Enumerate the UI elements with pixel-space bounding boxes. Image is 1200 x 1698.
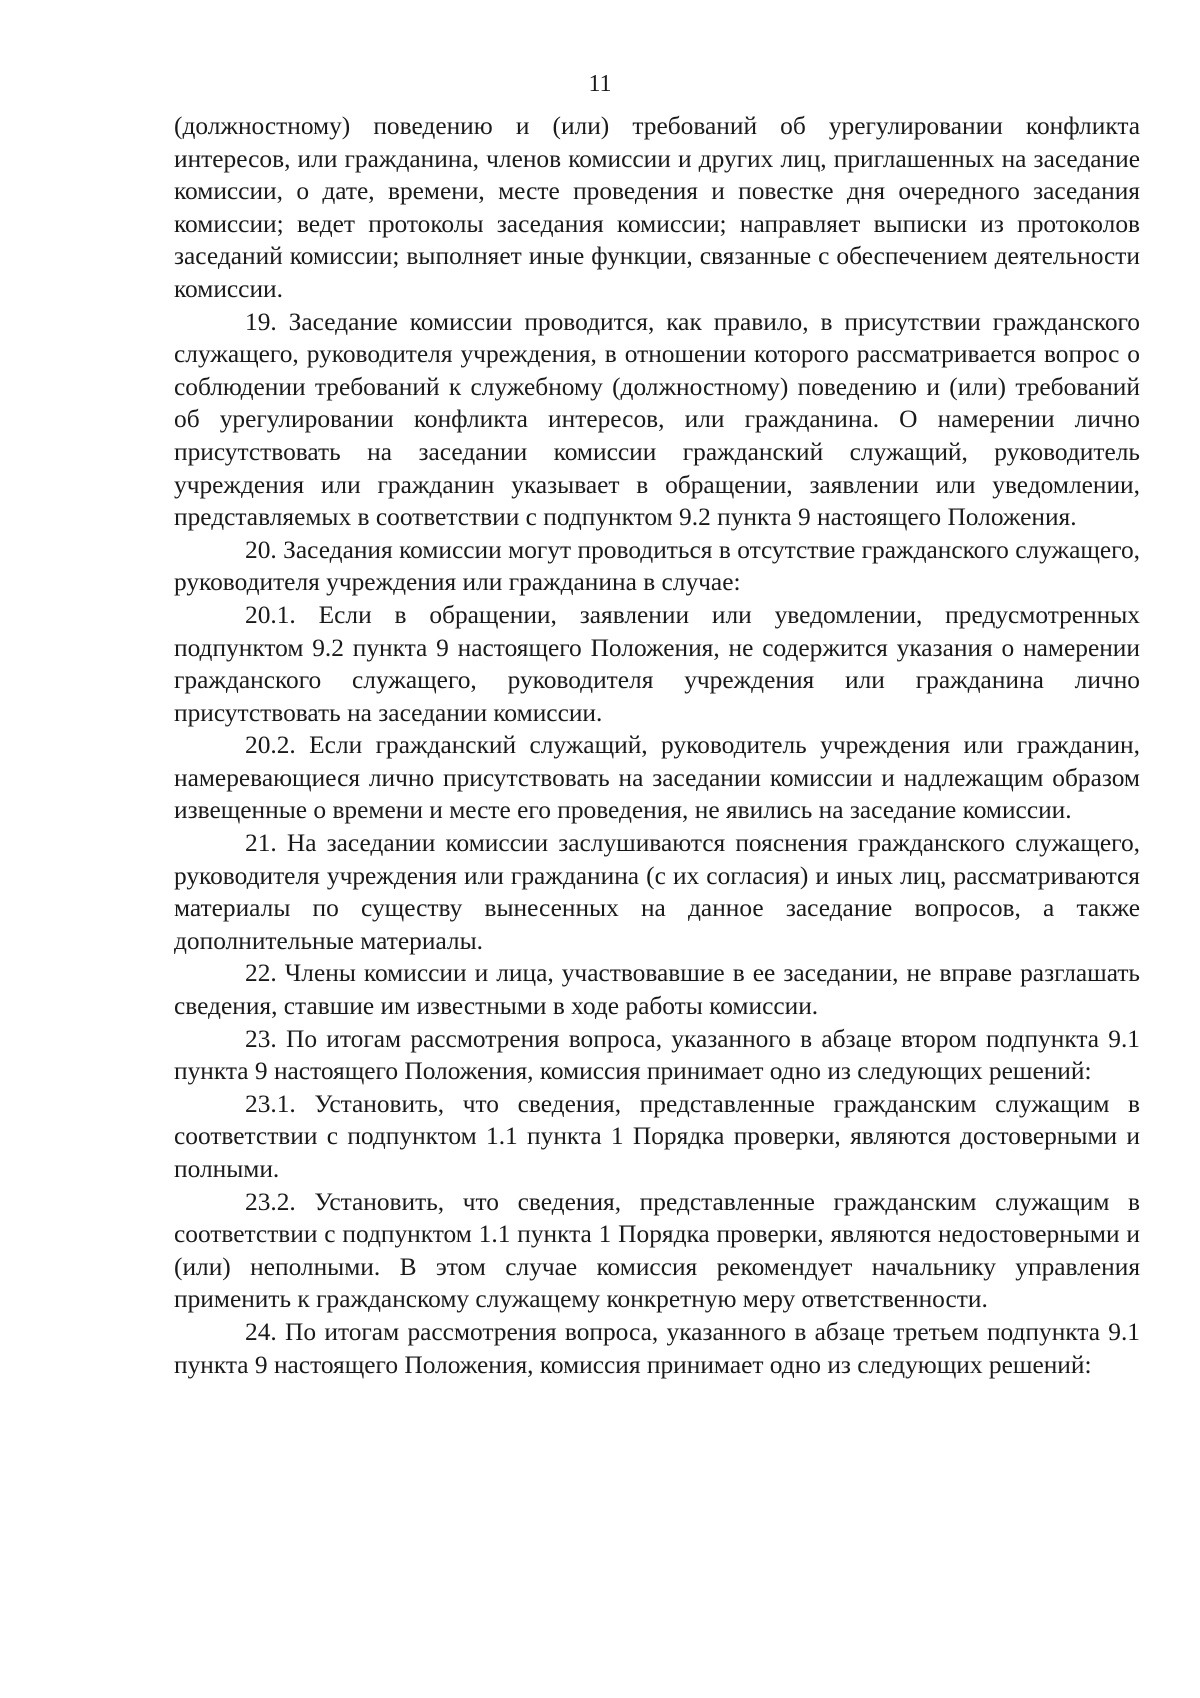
paragraph-continuation: (должностному) поведению и (или) требований об урегулировании конфликта интересов, или гражданина, членов комиссии и других лиц, приглашенных на заседание комиссии, о дате, времени, месте проведения и повестке дня очередного заседания комиссии; ведет протоколы заседания комиссии; направляет выписки из протоколов заседаний комиссии; выполняет иные функции, связанные с обеспечением деятельности комиссии. — [174, 112, 1140, 303]
paragraph-23-1: 23.1. Установить, что сведения, представленные гражданским служащим в соответствии с подпунктом 1.1 пункта 1 Порядка проверки, являются достоверными и полными. — [174, 1089, 1140, 1183]
paragraph-20-1: 20.1. Если в обращении, заявлении или уведомлении, предусмотренных подпунктом 9.2 пункта 9 настоящего Положения, не содержится указания о намерении гражданского служащего, руководителя учреждения или гражданина лично присутствовать на заседании комиссии. — [174, 600, 1140, 727]
paragraph-23: 23. По итогам рассмотрения вопроса, указанного в абзаце втором подпункта 9.1 пункта 9 настоящего Положения, комиссия принимает одно из следующих решений: — [174, 1024, 1140, 1086]
paragraph-21: 21. На заседании комиссии заслушиваются пояснения гражданского служащего, руководителя учреждения или гражданина (с их согласия) и иных лиц, рассматриваются материалы по существу вынесенных на данное заседание вопросов, а также дополнительные материалы. — [174, 829, 1140, 955]
paragraph-20: 20. Заседания комиссии могут проводиться в отсутствие гражданского служащего, руководителя учреждения или гражданина в случае: — [174, 535, 1140, 597]
paragraph-20-2: 20.2. Если гражданский служащий, руководитель учреждения или гражданин, намеревающиеся лично присутствовать на заседании комиссии и надлежащим образом извещенные о времени и месте его проведения, не явились на заседание комиссии. — [174, 731, 1140, 825]
paragraph-22: 22. Члены комиссии и лица, участвовавшие в ее заседании, не вправе разглашать сведения, ставшие им известными в ходе работы комиссии. — [174, 959, 1140, 1021]
paragraph-24: 24. По итогам рассмотрения вопроса, указанного в абзаце третьем подпункта 9.1 пункта 9 настоящего Положения, комиссия принимает одно из следующих решений: — [174, 1317, 1140, 1379]
paragraph-19: 19. Заседание комиссии проводится, как правило, в присутствии гражданского служащего, руководителя учреждения, в отношении которого рассматривается вопрос о соблюдении требований к служебному (должностному) поведению и (или) требований об урегулировании конфликта интересов, или гражданина. О намерении лично присутствовать на заседании комиссии гражданский служащий, руководитель учреждения или гражданин указывает в обращении, заявлении или уведомлении, представляемых в соответствии с подпунктом 9.2 пункта 9 настоящего Положения. — [174, 307, 1140, 532]
page-number: 11 — [588, 71, 612, 97]
document-body — [174, 110, 1140, 1381]
paragraph-23-2: 23.2. Установить, что сведения, представленные гражданским служащим в соответствии с подпунктом 1.1 пункта 1 Порядка проверки, являются недостоверными и (или) неполными. В этом случае комиссия рекомендует начальнику управления применить к гражданскому служащему конкретную меру ответственности. — [174, 1187, 1140, 1314]
